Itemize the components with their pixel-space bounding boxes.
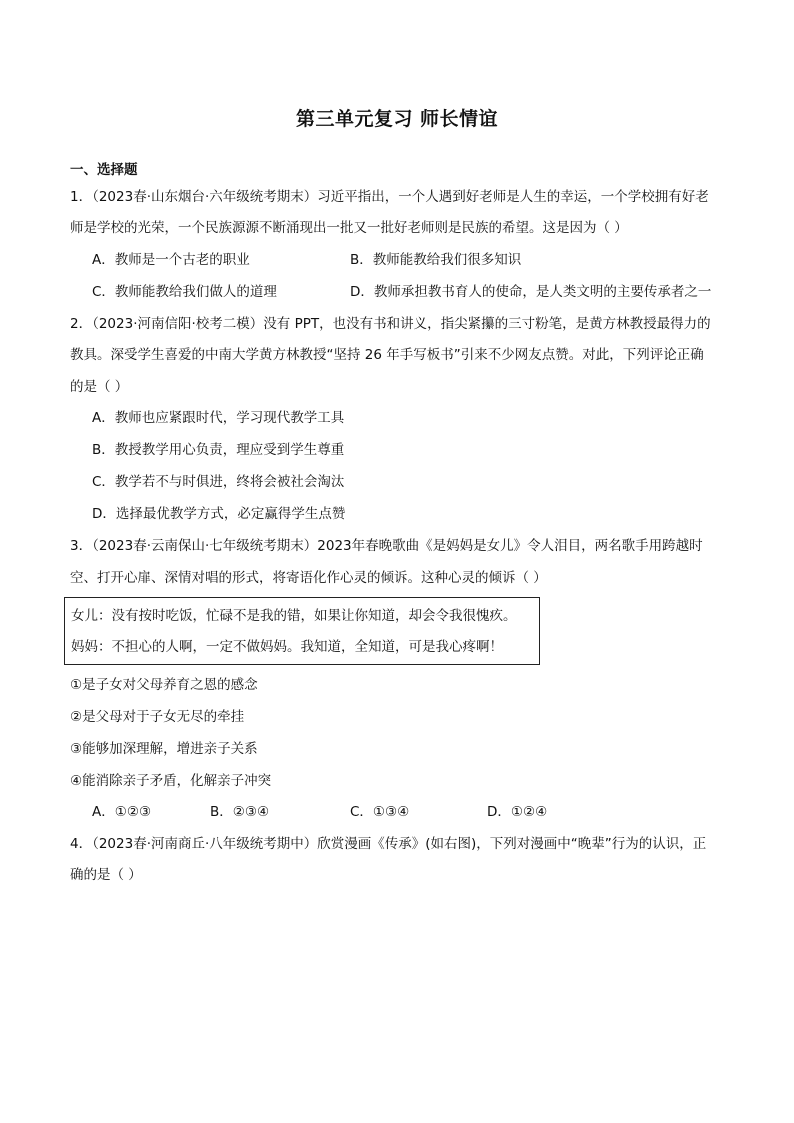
question-3-option-c: C．①③④ [350, 804, 410, 820]
section-heading: 一、选择题 [70, 162, 138, 178]
question-3-item-2: ②是父母对于子女无尽的牵挂 [70, 709, 245, 725]
question-3-option-b: B．②③④ [210, 804, 270, 820]
question-2-line-1: 2．（2023·河南信阳·校考二模）没有 PPT，也没有书和讲义，指尖紧攥的三寸粉笔，是黄方林教授最得力的 [70, 316, 711, 332]
question-1-line-1: 1．（2023春·山东烟台·六年级统考期末）习近平指出，一个人遇到好老师是人生的幸运，一个学校拥有好老 [70, 189, 709, 205]
question-3-item-1: ①是子女对父母养育之恩的感念 [70, 677, 258, 693]
question-2-option-a: A．教师也应紧跟时代，学习现代教学工具 [92, 410, 345, 426]
question-1-line-2: 师是学校的光荣，一个民族源源不断涌现出一批又一批好老师则是民族的希望。这是因为（ ） [70, 220, 628, 236]
question-3-line-2: 空、打开心扉、深情对唱的形式，将寄语化作心灵的倾诉。这种心灵的倾诉（ ） [70, 570, 547, 586]
lyrics-box [64, 597, 540, 665]
question-3-item-4: ④能消除亲子矛盾，化解亲子冲突 [70, 773, 272, 789]
question-3-item-3: ③能够加深理解，增进亲子关系 [70, 741, 258, 757]
lyrics-line-daughter: 女儿：没有按时吃饭，忙碌不是我的错，如果让你知道，却会令我很愧疚。 [71, 608, 517, 624]
question-3-option-a: A．①②③ [92, 804, 152, 820]
lyrics-line-mother: 妈妈：不担心的人啊，一定不做妈妈。我知道，全知道，可是我心疼啊！ [71, 639, 503, 655]
question-2-option-c: C．教学若不与时俱进，终将会被社会淘汰 [92, 474, 345, 490]
question-2-option-d: D．选择最优教学方式，必定赢得学生点赞 [92, 506, 346, 522]
question-2-option-b: B．教授教学用心负责，理应受到学生尊重 [92, 442, 345, 458]
question-3-option-d: D．①②④ [487, 804, 548, 820]
question-1-option-b: B．教师能教给我们很多知识 [350, 252, 522, 268]
question-2-line-2: 教具。深受学生喜爱的中南大学黄方林教授“坚持 26 年手写板书”引来不少网友点赞。对此，下列评论正确 [70, 347, 704, 363]
question-1-option-a: A．教师是一个古老的职业 [92, 252, 250, 268]
question-1-option-d: D．教师承担教书育人的使命，是人类文明的主要传承者之一 [350, 284, 712, 300]
question-4-line-2: 确的是（ ） [70, 867, 142, 883]
question-4-line-1: 4．（2023春·河南商丘·八年级统考期中）欣赏漫画《传承》(如右图)，下列对漫画中“晚辈”行为的认识，正 [70, 836, 707, 852]
question-3-line-1: 3．（2023春·云南保山·七年级统考期末）2023年春晚歌曲《是妈妈是女儿》令人泪目，两名歌手用跨越时 [70, 538, 703, 554]
page-title: 第三单元复习 师长情谊 [295, 108, 499, 130]
question-1-option-c: C．教师能教给我们做人的道理 [92, 284, 277, 300]
question-2-line-3: 的是（ ） [70, 379, 129, 395]
